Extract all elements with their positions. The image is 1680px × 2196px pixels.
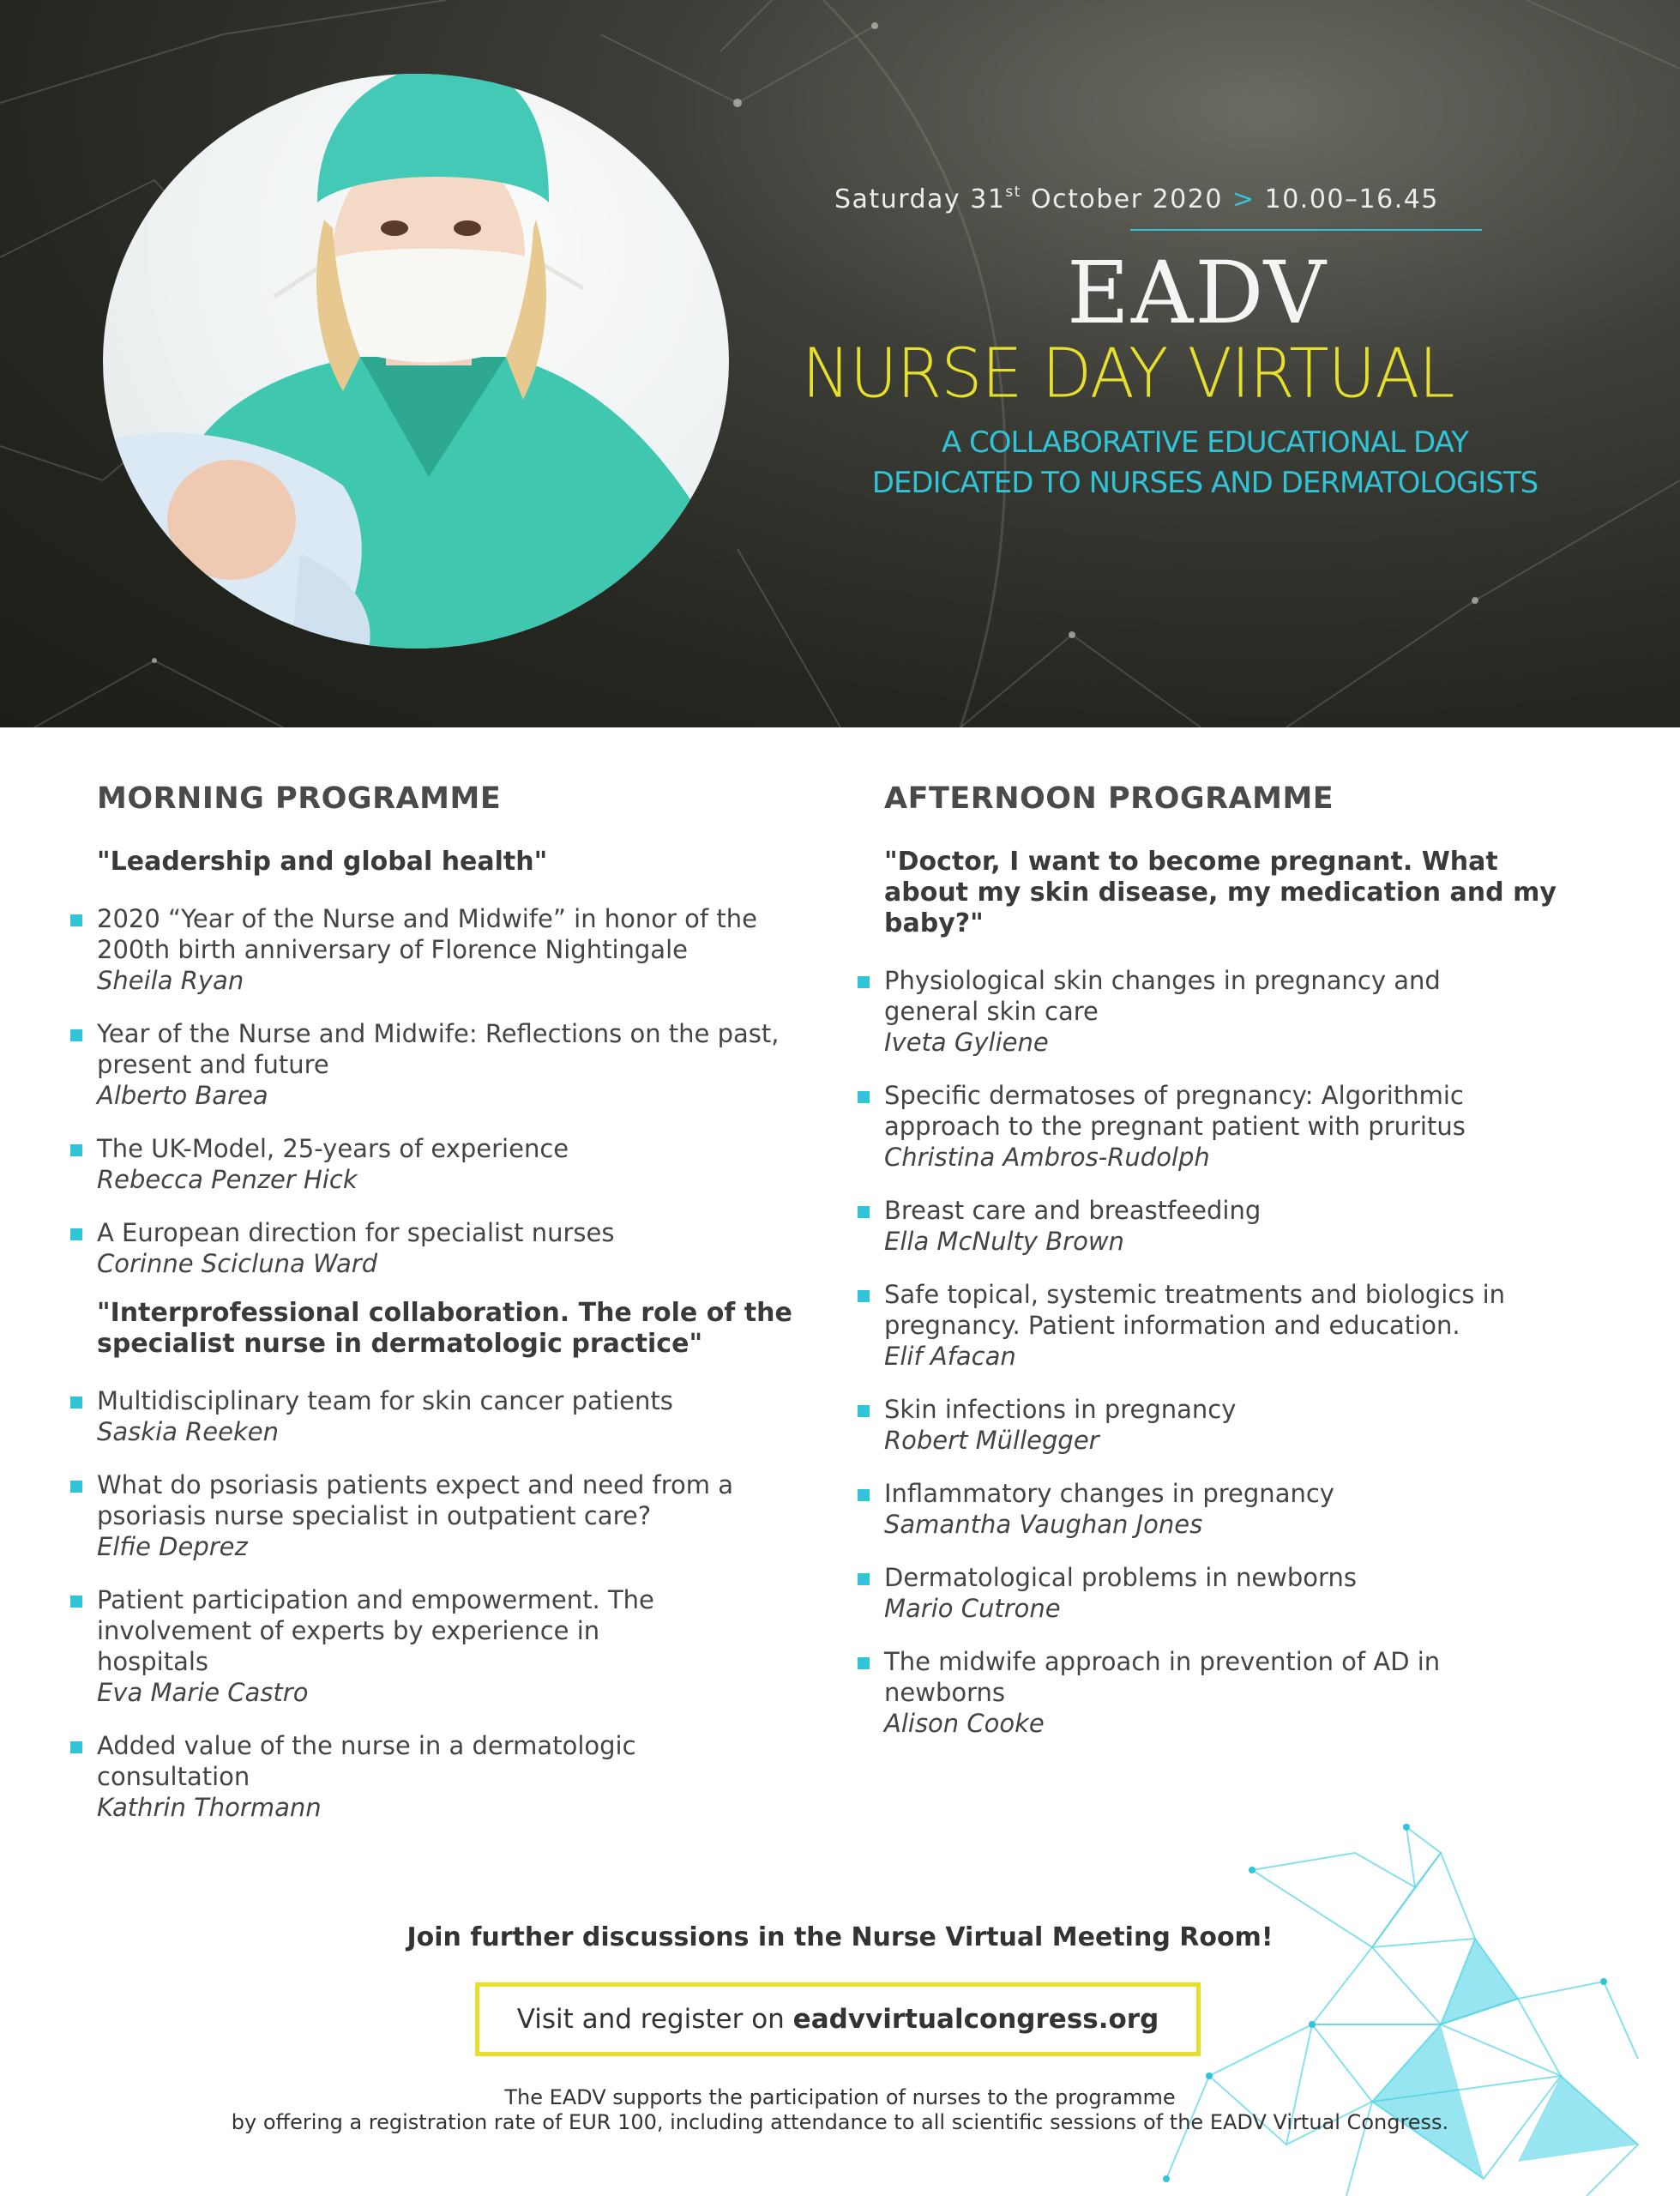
list-item: Added value of the nurse in a dermatologic consultation Kathrin Thormann — [97, 1730, 732, 1823]
list-item: Specific dermatoses of pregnancy: Algorithmic approach to the pregnant patient with pruritus Christina Ambros-Rudolph — [884, 1080, 1587, 1173]
list-item: The midwife approach in prevention of AD in newborns Alison Cooke — [884, 1646, 1562, 1739]
speaker-name: Alberto Barea — [97, 1081, 268, 1110]
session-title: "Interprofessional collaboration. The role of the specialist nurse in dermatologic practice" — [97, 1298, 792, 1359]
register-banner: Visit and register on eadvvirtualcongress.org — [475, 1982, 1201, 2056]
morning-programme — [97, 776, 834, 1845]
bullet-icon — [858, 1290, 870, 1302]
bullet-icon — [70, 914, 82, 926]
bullet-icon — [70, 1596, 82, 1608]
register-link[interactable]: eadvvirtualcongress.org — [792, 2004, 1159, 2035]
list-item: Patient participation and empowerment. The involvement of experts by experience in hospitals Eva Marie Castro — [97, 1584, 714, 1708]
nurse-with-newborn-photo — [103, 74, 729, 649]
bullet-icon — [858, 1657, 870, 1669]
bullet-icon — [858, 1206, 870, 1218]
speaker-name: Robert Müllegger — [884, 1426, 1099, 1455]
event-subtitle-line1: A COLLABORATIVE EDUCATIONAL DAY — [941, 425, 1469, 460]
divider — [1130, 229, 1482, 231]
speaker-name: Corinne Scicluna Ward — [97, 1249, 378, 1278]
bullet-icon — [858, 1573, 870, 1585]
list-item: Safe topical, systemic treatments and biologics in pregnancy. Patient information and education. Elif Afacan — [884, 1279, 1587, 1372]
list-item: Physiological skin changes in pregnancy and general skin care Iveta Gyliene — [884, 965, 1484, 1058]
bullet-icon — [858, 1091, 870, 1103]
bullet-icon — [70, 1228, 82, 1240]
bullet-icon — [858, 976, 870, 988]
speaker-name: Samantha Vaughan Jones — [884, 1510, 1203, 1539]
list-item: Year of the Nurse and Midwife: Reflections on the past, present and future Alberto Barea — [97, 1018, 834, 1111]
speaker-name: Iveta Gyliene — [884, 1028, 1049, 1057]
bullet-icon — [70, 1144, 82, 1156]
speaker-name: Sheila Ryan — [97, 966, 244, 995]
speaker-name: Elfie Deprez — [97, 1532, 248, 1561]
arrow-icon: > — [1231, 184, 1255, 214]
list-item: 2020 “Year of the Nurse and Midwife” in honor of the 200th birth anniversary of Florence Nightingale Sheila Ryan — [97, 903, 834, 996]
network-decoration-graphic — [1158, 1819, 1680, 2196]
speaker-name: Alison Cooke — [884, 1709, 1045, 1738]
bullet-icon — [70, 1481, 82, 1493]
session-title: "Leadership and global health" — [97, 847, 548, 877]
afternoon-programme-heading: AFTERNOON PROGRAMME — [884, 781, 1334, 816]
list-item: Skin infections in pregnancy Robert Müllegger — [884, 1394, 1587, 1456]
event-date-time: Saturday 31st October 2020 > 10.00–16.45 — [834, 184, 1439, 214]
hero-banner — [0, 0, 1680, 727]
session-title: "Doctor, I want to become pregnant. What about my skin disease, my medication and my baby?" — [884, 847, 1557, 938]
event-title: NURSE DAY VIRTUAL — [802, 333, 1454, 413]
bullet-icon — [858, 1489, 870, 1501]
speaker-name: Rebecca Penzer Hick — [97, 1165, 358, 1194]
eadv-logo: EADV — [1067, 243, 1328, 343]
speaker-name: Christina Ambros-Rudolph — [884, 1143, 1210, 1172]
join-discussion-text: Join further discussions in the Nurse Virtual Meeting Room! — [406, 1922, 1274, 1952]
registration-note-line2: by offering a registration rate of EUR 100, including attendance to all scientific sessions of the EADV Virtual Congress. — [231, 2110, 1449, 2134]
bullet-icon — [70, 1029, 82, 1041]
speaker-name: Saskia Reeken — [97, 1417, 279, 1446]
list-item: Dermatological problems in newborns Mario Cutrone — [884, 1562, 1587, 1624]
event-subtitle-line2: DEDICATED TO NURSES AND DERMATOLOGISTS — [871, 466, 1538, 500]
list-item: A European direction for specialist nurses Corinne Scicluna Ward — [97, 1217, 834, 1279]
bullet-icon — [70, 1741, 82, 1753]
list-item: Inflammatory changes in pregnancy Samantha Vaughan Jones — [884, 1478, 1587, 1540]
list-item: The UK-Model, 25-years of experience Rebecca Penzer Hick — [97, 1133, 834, 1195]
speaker-name: Elif Afacan — [884, 1342, 1016, 1371]
bullet-icon — [858, 1405, 870, 1417]
list-item: Breast care and breastfeeding Ella McNulty Brown — [884, 1195, 1587, 1257]
list-item: Multidisciplinary team for skin cancer patients Saskia Reeken — [97, 1385, 834, 1447]
speaker-name: Ella McNulty Brown — [884, 1227, 1124, 1256]
morning-programme-heading: MORNING PROGRAMME — [97, 781, 502, 816]
registration-note-line1: The EADV supports the participation of nurses to the programme — [504, 2085, 1176, 2109]
afternoon-programme — [884, 776, 1587, 1761]
speaker-name: Mario Cutrone — [884, 1594, 1061, 1623]
speaker-name: Eva Marie Castro — [97, 1678, 309, 1707]
list-item: What do psoriasis patients expect and need from a psoriasis nurse specialist in outpatient care? Elfie Deprez — [97, 1469, 834, 1562]
speaker-name: Kathrin Thormann — [97, 1793, 322, 1822]
bullet-icon — [70, 1397, 82, 1409]
